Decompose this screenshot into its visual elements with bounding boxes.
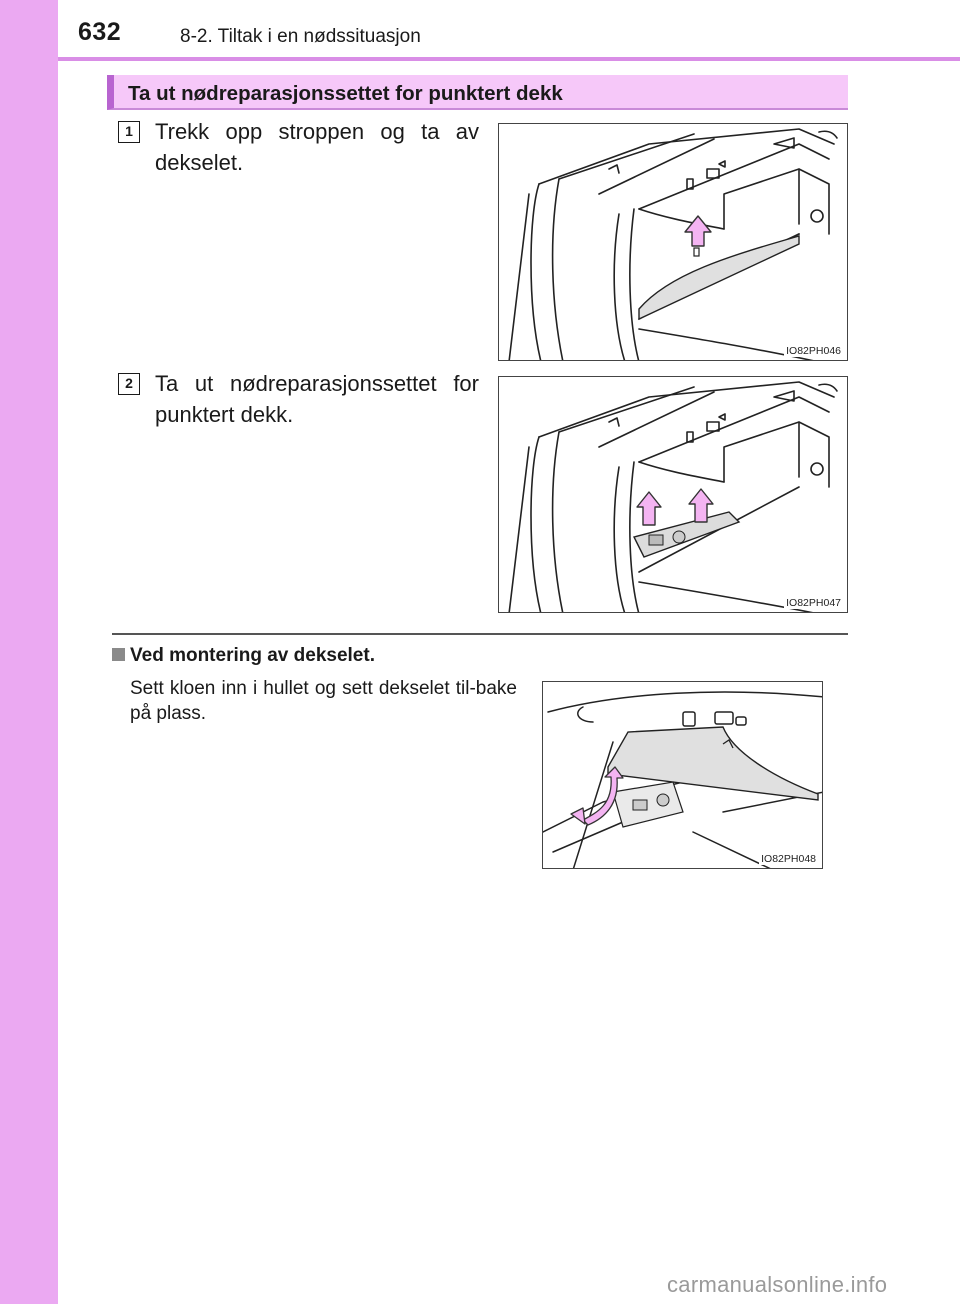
step-text-1: Trekk opp stroppen og ta av dekselet. (155, 119, 479, 175)
note-heading (112, 645, 375, 667)
chapter-title: 8-2. Tiltak i en nødssituasjon (180, 26, 421, 47)
step-badge-2: 2 (118, 373, 140, 395)
figure-code-2: IO82PH047 (786, 597, 841, 609)
side-tab (0, 0, 58, 1304)
section-title: Ta ut nødreparasjonssettet for punktert dekk (107, 75, 848, 110)
note-text: Sett kloen inn i hullet og sett dekselet til-bake på plass. (130, 678, 517, 724)
watermark: carmanualsonline.info (667, 1272, 888, 1297)
trunk-illustration-3 (543, 682, 823, 869)
figure-remove-kit (498, 376, 848, 613)
figure-code-1: IO82PH046 (786, 345, 841, 357)
step-text-2: Ta ut nødreparasjonssettet for punktert dekk. (155, 371, 479, 427)
trunk-illustration-2 (499, 377, 848, 613)
figure-code-3: IO82PH048 (761, 853, 816, 865)
square-bullet-icon (112, 648, 125, 661)
page-number: 632 (78, 18, 122, 46)
step-badge-1: 1 (118, 121, 140, 143)
figure-remove-cover (498, 123, 848, 361)
figure-install-cover (542, 681, 823, 869)
header-rule (58, 57, 960, 61)
note-heading-text: Ved montering av dekselet. (130, 645, 375, 666)
section-divider (112, 633, 848, 635)
trunk-illustration-1 (499, 124, 848, 361)
